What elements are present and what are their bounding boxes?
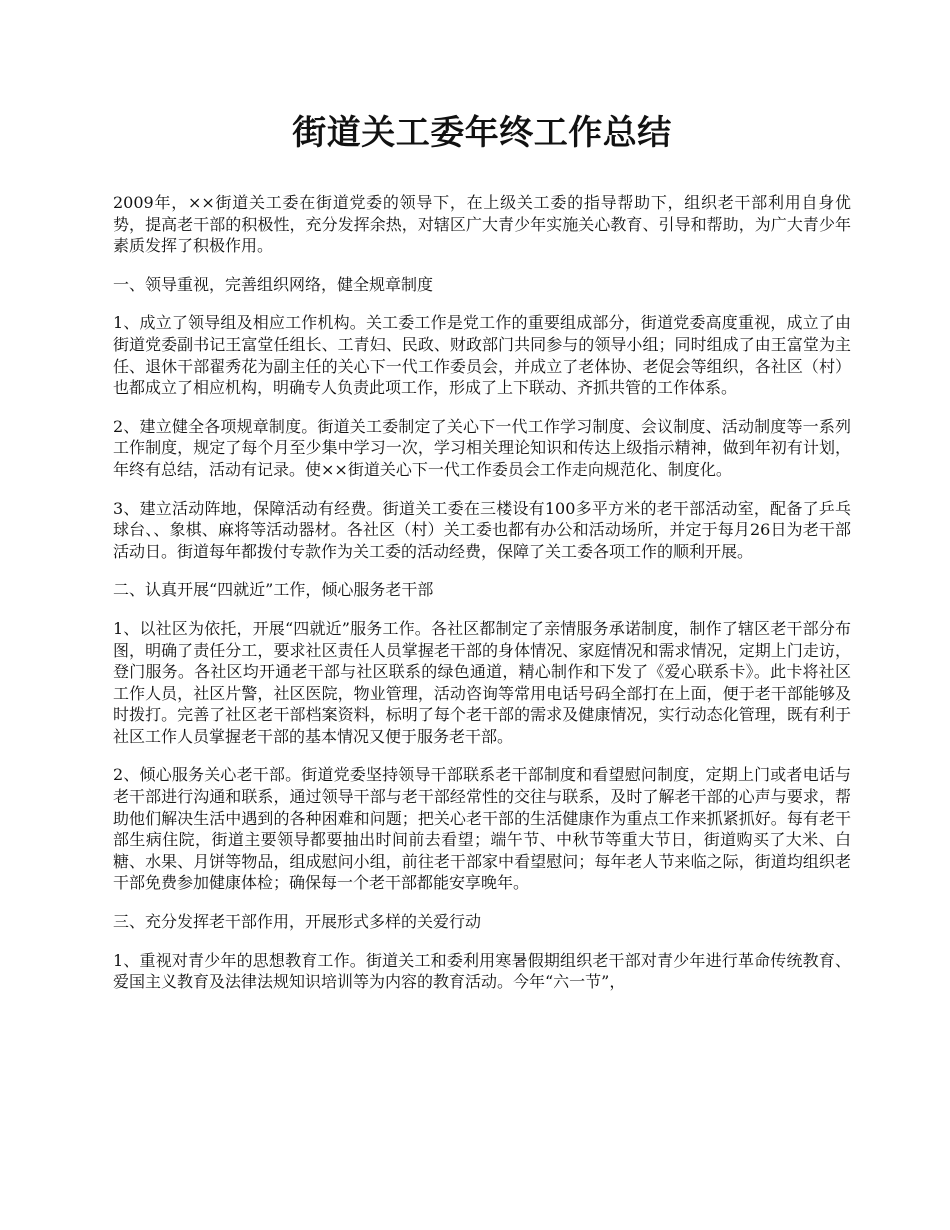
- section-2-paragraph-1: 1、以社区为依托，开展“四就近”服务工作。各社区都制定了亲情服务承诺制度，制作了辖区老干部分布图，明确了责任分工，要求社区责任人员掌握老干部的身体情况、家庭情况和需求情况，定期上门走访，登门服务。各社区均开通老干部与社区联系的绿色通道，精心制作和下发了《爱心联系卡》。此卡将社区工作人员，社区片警，社区医院，物业管理，活动咨询等常用电话号码全部打在上面，便于老干部能够及时拨打。完善了社区老干部档案资料，标明了每个老干部的需求及健康情况，实行动态化管理，既有利于社区工作人员掌握老干部的基本情况又便于服务老干部。: [113, 618, 851, 746]
- section-2-paragraph-2: 2、倾心服务关心老干部。街道党委坚持领导干部联系老干部制度和看望慰问制度，定期上门或者电话与老干部进行沟通和联系，通过领导干部与老干部经常性的交往与联系，及时了解老干部的心声与要求，帮助他们解决生活中遇到的各种困难和问题；把关心老干部的生活健康作为重点工作来抓紧抓好。每有老干部生病住院，街道主要领导都要抽出时间前去看望；端午节、中秋节等重大节日，街道购买了大米、白糖、水果、月饼等物品，组成慰问小组，前往老干部家中看望慰问；每年老人节来临之际，街道均组织老干部免费参加健康体检；确保每一个老干部都能安享晚年。: [113, 765, 851, 893]
- section-1-paragraph-1: 1、成立了领导组及相应工作机构。关工委工作是党工作的重要组成部分，街道党委高度重视，成立了由街道党委副书记王富堂任组长、工青妇、民政、财政部门共同参与的领导小组；同时组成了由王富堂为主任、退休干部翟秀花为副主任的关心下一代工作委员会，并成立了老体协、老促会等组织，各社区（村）也都成立了相应机构，明确专人负责此项工作，形成了上下联动、齐抓共管的工作体系。: [113, 313, 851, 398]
- section-1-paragraph-3: 3、建立活动阵地，保障活动有经费。街道关工委在三楼设有100多平方米的老干部活动室，配备了乒乓球台、、象棋、麻将等活动器材。各社区（村）关工委也都有办公和活动场所，并定于每月26日为老干部活动日。街道每年都拨付专款作为关工委的活动经费，保障了关工委各项工作的顺利开展。: [113, 498, 851, 561]
- document-body: [113, 108, 851, 1010]
- document-title: 街道关工委年终工作总结: [292, 113, 672, 153]
- section-heading-2: 二、认真开展“四就近”工作，倾心服务老干部: [113, 580, 434, 600]
- section-heading-3: 三、充分发挥老干部作用，开展形式多样的关爱行动: [113, 912, 482, 932]
- section-1-paragraph-2: 2、建立健全各项规章制度。街道关工委制定了关心下一代工作学习制度、会议制度、活动制度等一系列工作制度，规定了每个月至少集中学习一次，学习相关理论知识和传达上级指示精神，做到年初有计划，年终有总结，活动有记录。使××街道关心下一代工作委员会工作走向规范化、制度化。: [113, 416, 851, 479]
- section-heading-1: 一、领导重视，完善组织网络，健全规章制度: [113, 274, 434, 294]
- section-3-paragraph-1: 1、重视对青少年的思想教育工作。街道关工和委利用寒暑假期组织老干部对青少年进行革命传统教育、爱国主义教育及法律法规知识培训等为内容的教育活动。今年“六一节”，: [113, 950, 851, 992]
- intro-paragraph: 2009年，××街道关工委在街道党委的领导下，在上级关工委的指导帮助下，组织老干部利用自身优势，提高老干部的积极性，充分发挥余热，对辖区广大青少年实施关心教育、引导和帮助，为广大青少年素质发挥了积极作用。: [113, 193, 851, 256]
